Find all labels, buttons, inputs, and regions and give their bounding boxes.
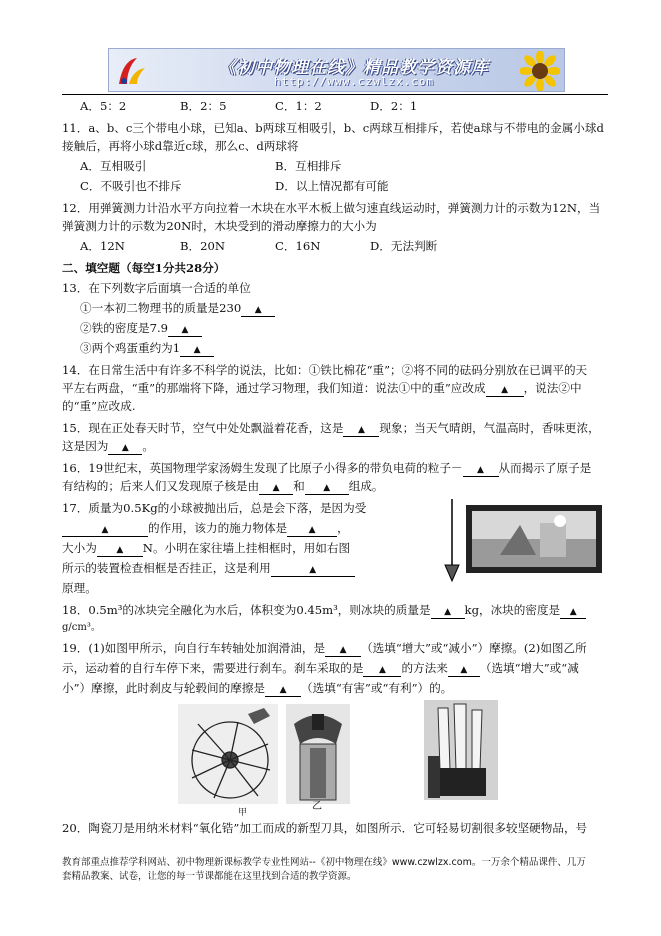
answer-blank[interactable]: ▲	[486, 384, 524, 397]
q15-line1: 15．现在正处春天时节，空气中处处飘溢着花香，这是 ▲ 现象；当天气晴朗，气温高时，香味更浓，	[62, 421, 600, 435]
q14-line1: 14．在日常生活中有许多不科学的说法，比如：①铁比棉花“重”；②将不同的砝码分别放在已调平的天	[62, 363, 588, 377]
plumb-line-frame-figure	[440, 495, 608, 585]
q10-option-c: C．1：2	[275, 99, 322, 113]
q12-stem-line1: 12．用弹簧测力计沿水平方向拉着一木块在水平木板上做匀速直线运动时，弹簧测力计的示数为12N，当	[62, 201, 601, 215]
answer-blank[interactable]: ▲	[259, 482, 293, 495]
header-divider	[62, 94, 608, 95]
q17-line4: 所示的装置检查相框是否挂正，这是利用 ▲	[62, 560, 355, 577]
q12-option-c: C．16N	[275, 239, 321, 253]
q10-option-a: A．5：2	[80, 99, 127, 113]
q17-line2: ▲ 的作用，该力的施力物体是 ▲ ，	[62, 520, 349, 537]
sunflower-icon	[520, 51, 560, 91]
q14-line3: 的“重”应改成.	[62, 399, 136, 413]
ceramic-knife-set-figure	[424, 700, 498, 800]
q17-line1: 17．质量为0.5Kg的小球被抛出后，总是会下落，是因为受	[62, 501, 367, 515]
q19-line1: 19．(1)如图甲所示，向自行车转轴处加润滑油，是 ▲ （选填“增大”或“减小”）摩擦。(2)如图乙所	[62, 641, 587, 655]
bicycle-wheel-oiling-figure	[178, 704, 278, 804]
section-heading-fill-in: 二、填空题（每空1分共28分）	[62, 261, 226, 275]
answer-blank[interactable]: ▲	[325, 644, 361, 657]
q20-line1: 20．陶瓷刀是用纳米材料“氧化锆”加工而成的新型刀具，如图所示．它可轻易切割很多较坚硬物品，号	[62, 821, 588, 835]
q12-stem-line2: 弹簧测力计的示数为20N时，木块受到的滑动摩擦力的大小为	[62, 219, 377, 233]
q13-stem: 13．在下列数字后面填一合适的单位	[62, 281, 251, 295]
header-banner	[108, 48, 565, 92]
q10-option-d: D．2：1	[370, 99, 418, 113]
q12-option-a: A．12N	[80, 239, 125, 253]
q11-option-c: C．不吸引也不排斥	[80, 179, 182, 193]
banner-url: http://www.czwlzx.com	[274, 75, 435, 88]
q18-line2: g/cm³。	[62, 622, 101, 633]
answer-blank[interactable]: ▲	[463, 464, 499, 477]
q11-option-a: A．互相吸引	[80, 159, 147, 173]
answer-blank[interactable]: ▲	[287, 524, 337, 537]
answer-blank[interactable]: ▲	[168, 324, 202, 337]
answer-blank[interactable]: ▲	[271, 564, 355, 577]
answer-blank[interactable]: ▲	[560, 606, 586, 619]
site-logo-icon	[115, 54, 149, 88]
answer-blank[interactable]: ▲	[265, 684, 301, 697]
q13-item-b: ②铁的密度是7.9 ▲	[80, 320, 202, 337]
q11-stem-line1: 11．a、b、c三个带电小球，已知a、b两球互相吸引，b、c两球互相排斥，若使a球与不带电的金属小球d	[62, 121, 604, 135]
banner-title: 《初中物理在线》精品教学资源库	[219, 58, 489, 78]
q11-option-d: D．以上情况都有可能	[275, 179, 389, 193]
q16-line1: 16．19世纪末，英国物理学家汤姆生发现了比原子小得多的带负电荷的粒子－ ▲ 从而揭示了原子是	[62, 461, 592, 475]
figure-label-yi: 乙	[312, 801, 322, 812]
q19-line2: 示，运动着的自行车停下来，需要进行刹车。刹车采取的是 ▲ 的方法来 ▲ （选填“增大”或“减	[62, 661, 579, 675]
figure-label-jia: 甲	[238, 808, 248, 818]
answer-blank[interactable]: ▲	[97, 544, 143, 557]
footer-line2: 套精品教案、试卷，让您的每一节课都能在这里找到合适的教学资源。	[62, 871, 357, 882]
q14-line2: 平左右两盘，“重”的那端将下降，通过学习物理，我们知道：说法①中的重”应改成 ▲ ，说法②中	[62, 381, 582, 395]
q15-line2: 这是因为 ▲ 。	[62, 439, 154, 453]
answer-blank[interactable]: ▲	[62, 524, 148, 537]
answer-blank[interactable]: ▲	[305, 482, 349, 495]
q17-line5: 原理。	[62, 581, 97, 595]
q11-option-b: B．互相排斥	[275, 159, 342, 173]
bicycle-brake-figure	[286, 704, 350, 804]
q11-stem-line2: 接触后，再将小球d靠近c球，那么c、d两球将	[62, 139, 299, 153]
q16-line2: 有结构的；后来人们又发现原子核是由 ▲ 和 ▲ 组成。	[62, 479, 384, 493]
answer-blank[interactable]: ▲	[108, 442, 142, 455]
answer-blank[interactable]: ▲	[448, 664, 480, 677]
q18-line1: 18．0.5m³的冰块完全融化为水后，体积变为0.45m³，则冰块的质量是 ▲ kg，冰块的密度是 ▲	[62, 602, 586, 619]
q10-option-b: B．2：5	[180, 99, 227, 113]
answer-blank[interactable]: ▲	[343, 424, 379, 437]
q13-item-a: ①一本初二物理书的质量是230 ▲	[80, 300, 275, 317]
footer-line1: 教育部重点推荐学科网站、初中物理新课标教学专业性网站--《初中物理在线》www.czwlzx.com。一万余个精品课件、几万	[62, 857, 586, 868]
q17-line3: 大小为 ▲ N。小明在家往墙上挂相框时，用如右图	[62, 541, 351, 555]
answer-blank[interactable]: ▲	[241, 304, 275, 317]
answer-blank[interactable]: ▲	[363, 664, 401, 677]
answer-blank[interactable]: ▲	[431, 606, 465, 619]
answer-blank[interactable]: ▲	[180, 344, 214, 357]
q13-item-c: ③两个鸡蛋重约为1 ▲	[80, 340, 214, 357]
q12-option-b: B．20N	[180, 239, 226, 253]
q19-line3: 小”）摩擦，此时刹皮与轮毂间的摩擦是 ▲ （选填“有害”或“有利”）的。	[62, 681, 453, 695]
q12-option-d: D．无法判断	[370, 239, 438, 253]
